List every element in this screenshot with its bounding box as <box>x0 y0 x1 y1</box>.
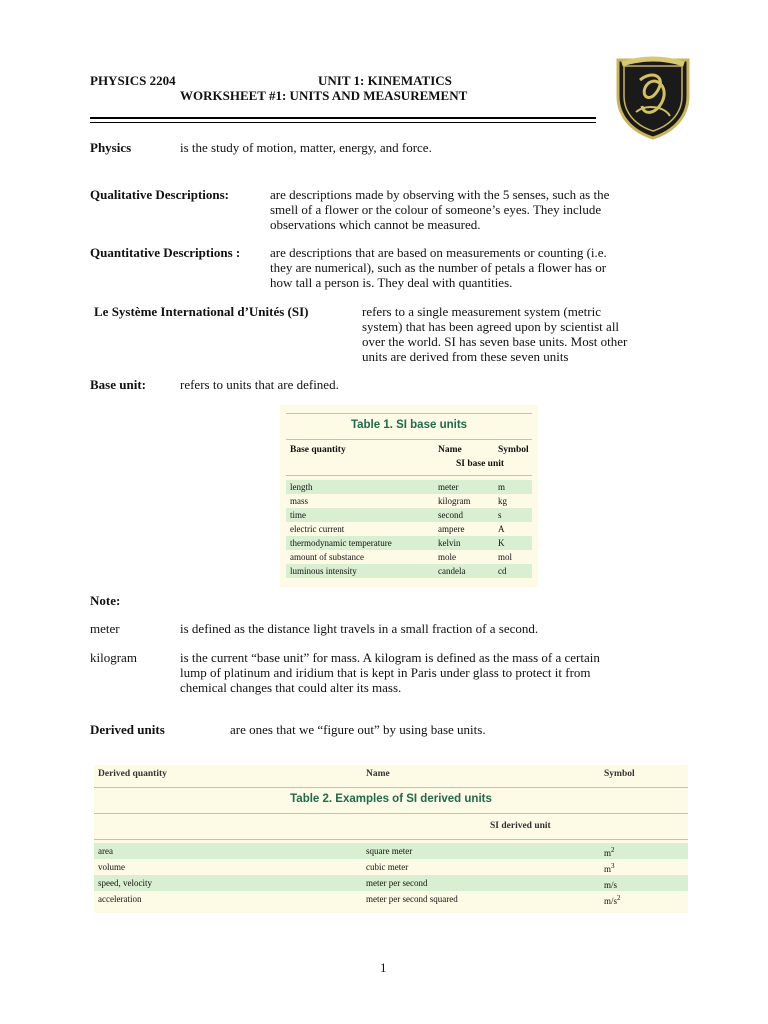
header-rule-thin <box>90 122 596 123</box>
cell-quantity: time <box>290 510 306 520</box>
cell-symbol: s <box>498 510 502 520</box>
symbol-text: m/s <box>604 896 618 906</box>
qualitative-line: are descriptions made by observing with the 5 senses, such as the <box>270 187 610 202</box>
table-row <box>94 843 688 859</box>
cell-name: mole <box>438 552 456 562</box>
cell-name: meter <box>438 482 459 492</box>
course-code: PHYSICS 2204 <box>90 73 176 88</box>
table-row <box>286 522 532 536</box>
cell-symbol <box>604 862 615 874</box>
quantitative-definition <box>270 245 670 290</box>
kilogram-line: lump of platinum and iridium that is kept in Paris under glass to protect it from <box>180 665 591 680</box>
symbol-exponent: 3 <box>611 862 615 870</box>
quantitative-term: Quantitative Descriptions : <box>90 245 241 260</box>
school-crest-icon <box>612 56 694 140</box>
si-definition <box>362 304 692 364</box>
table-row <box>286 508 532 522</box>
table2-col-quantity: Derived quantity <box>98 769 167 779</box>
si-line: system) that has been agreed upon by scientist all <box>362 319 620 334</box>
kilogram-definition <box>180 650 680 695</box>
cell-quantity: speed, velocity <box>98 878 152 888</box>
unit-title: UNIT 1: KINEMATICS <box>318 73 452 88</box>
meter-definition: is defined as the distance light travels in a small fraction of a second. <box>180 621 539 636</box>
cell-symbol: m <box>498 482 506 492</box>
table-rule <box>94 839 688 840</box>
si-base-units-table <box>280 405 538 587</box>
table-row <box>94 859 688 875</box>
kilogram-line: is the current “base unit” for mass. A kilogram is defined as the mass of a certain <box>180 650 600 665</box>
cell-quantity: volume <box>98 862 125 872</box>
cell-symbol: kg <box>498 496 507 506</box>
symbol-text: m/s <box>604 880 618 890</box>
table1-caption: Table 1. SI base units <box>350 419 468 431</box>
table-row <box>286 564 532 578</box>
symbol-exponent: 2 <box>617 894 621 902</box>
cell-quantity: mass <box>290 496 308 506</box>
table2-col-sub: SI derived unit <box>490 821 551 831</box>
base-unit-term: Base unit: <box>90 377 146 392</box>
si-line: refers to a single measurement system (metric <box>362 304 601 319</box>
derived-units-term: Derived units <box>90 722 165 737</box>
cell-name: cubic meter <box>366 862 409 872</box>
cell-quantity: luminous intensity <box>290 566 357 576</box>
table-rule <box>286 475 532 476</box>
table1-col-name: Name <box>438 445 462 455</box>
base-unit-definition: refers to units that are defined. <box>180 377 339 392</box>
cell-quantity: thermodynamic temperature <box>290 538 392 548</box>
cell-symbol <box>604 846 615 858</box>
qualitative-line: smell of a flower or the colour of someone’s eyes. They include <box>270 202 602 217</box>
cell-name: square meter <box>366 846 413 856</box>
table-row <box>286 480 532 494</box>
si-term: Le Système International d’Unités (SI) <box>94 304 309 319</box>
table-row <box>94 891 688 907</box>
cell-symbol: mol <box>498 552 513 562</box>
table-row <box>94 875 688 891</box>
cell-name: kelvin <box>438 538 461 548</box>
cell-quantity: length <box>290 482 313 492</box>
cell-quantity: electric current <box>290 524 345 534</box>
cell-symbol <box>604 878 617 890</box>
physics-definition: is the study of motion, matter, energy, and force. <box>180 140 432 155</box>
quantitative-line: are descriptions that are based on measurements or counting (i.e. <box>270 245 607 260</box>
symbol-text: m <box>604 864 612 874</box>
symbol-exponent: 2 <box>611 846 615 854</box>
table-rule <box>286 439 532 440</box>
cell-name: second <box>438 510 463 520</box>
cell-name: ampere <box>438 524 465 534</box>
qualitative-line: observations which cannot be measured. <box>270 217 481 232</box>
table-row <box>286 494 532 508</box>
table1-col-quantity: Base quantity <box>290 445 346 455</box>
table-row <box>286 536 532 550</box>
kilogram-term: kilogram <box>90 650 137 665</box>
cell-quantity: area <box>98 846 113 856</box>
note-label: Note: <box>90 593 121 608</box>
cell-symbol: cd <box>498 566 507 576</box>
physics-term: Physics <box>90 140 132 155</box>
table-row <box>286 550 532 564</box>
header-rule <box>90 117 596 119</box>
table2-caption: Table 2. Examples of SI derived units <box>290 793 492 805</box>
cell-name: kilogram <box>438 496 471 506</box>
table1-col-sub: SI base unit <box>456 459 505 469</box>
si-line: over the world. SI has seven base units. Most other <box>362 334 628 349</box>
cell-quantity: amount of substance <box>290 552 364 562</box>
cell-name: candela <box>438 566 466 576</box>
cell-symbol: K <box>498 538 505 548</box>
symbol-text: m <box>604 848 612 858</box>
qualitative-definition <box>270 187 670 232</box>
cell-quantity: acceleration <box>98 894 142 904</box>
cell-name: meter per second squared <box>366 894 458 904</box>
table-rule <box>286 413 532 414</box>
si-line: units are derived from these seven units <box>362 349 569 364</box>
table2-col-name: Name <box>366 769 390 779</box>
meter-term: meter <box>90 621 120 636</box>
cell-name: meter per second <box>366 878 428 888</box>
table-rule <box>94 787 688 788</box>
cell-symbol: A <box>498 524 505 534</box>
worksheet-title: WORKSHEET #1: UNITS AND MEASUREMENT <box>180 88 468 103</box>
table1-col-symbol: Symbol <box>498 445 529 455</box>
derived-units-definition: are ones that we “figure out” by using base units. <box>230 722 486 737</box>
qualitative-term: Qualitative Descriptions: <box>90 187 230 202</box>
table-rule <box>94 813 688 814</box>
page-number: 1 <box>380 960 387 975</box>
quantitative-line: how tall a person is. They deal with quantities. <box>270 275 513 290</box>
quantitative-line: they are numerical), such as the number of petals a flower has or <box>270 260 607 275</box>
cell-symbol <box>604 894 621 906</box>
si-derived-units-table <box>94 765 688 913</box>
kilogram-line: chemical changes that could alter its mass. <box>180 680 402 695</box>
table2-col-symbol: Symbol <box>604 769 635 779</box>
